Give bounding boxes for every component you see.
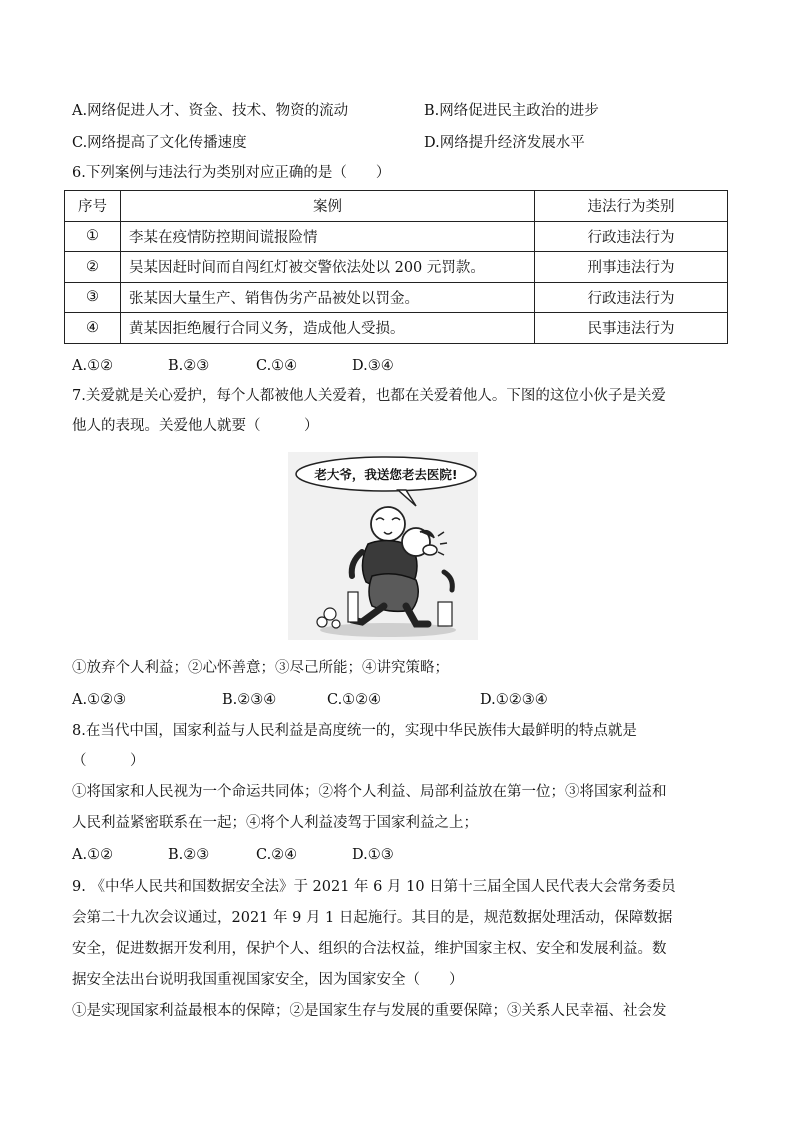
q9-line3: 安全，促进数据开发利用，保护个人、组织的合法权益，维护国家主权、安全和发展利益。数 (72, 941, 667, 957)
q5-option-b: B.网络促进民主政治的进步 (424, 103, 599, 119)
q9-line1: 9. 《中华人民共和国数据安全法》于 2021 年 6 月 10 日第十三届全国人民代表大会常务委员 (72, 879, 676, 895)
table-header-cell: 案例 (121, 191, 535, 222)
q6-stem: 6.下列案例与违法行为类别对应正确的是（ ） (72, 165, 391, 181)
cartoon-illustration (288, 452, 478, 640)
q9-line4: 据安全法出台说明我国重视国家安全，因为国家安全（ ） (72, 972, 464, 988)
table-row (65, 221, 728, 252)
table-header-cell: 违法行为类别 (535, 191, 728, 222)
row-number: ① (65, 221, 121, 252)
row-type: 民事违法行为 (535, 313, 728, 344)
row-type: 行政违法行为 (535, 221, 728, 252)
q9-line2: 会第二十九次会议通过，2021 年 9 月 1 日起施行。其目的是，规范数据处理活动，保障数据 (72, 910, 673, 926)
q7-stem-line1: 7.关爱就是关心爱护，每个人都被他人关爱着，也都在关爱着他人。下图的这位小伙子是关爱 (72, 388, 666, 404)
q8-choices-line2: 人民利益紧密联系在一起；④将个人利益凌驾于国家利益之上； (72, 815, 478, 831)
q8-option-a: A.①② (72, 847, 114, 863)
row-number: ③ (65, 282, 121, 313)
q9-line5: ①是实现国家利益最根本的保障；②是国家生存与发展的重要保障；③关系人民幸福、社会发 (72, 1003, 667, 1019)
row-case: 吴某因赶时间而自闯红灯被交警依法处以 200 元罚款。 (121, 252, 535, 283)
cartoon-svg (288, 452, 478, 640)
q5-option-c: C.网络提高了文化传播速度 (72, 135, 247, 151)
q7-option-b: B.②③④ (222, 692, 277, 708)
q8-option-d: D.①③ (352, 847, 394, 863)
q7-option-d: D.①②③④ (480, 692, 548, 708)
young-man-body (369, 574, 418, 612)
q6-option-b: B.②③ (168, 358, 210, 374)
row-type: 刑事违法行为 (535, 252, 728, 283)
q8-stem-line2: （ ） (72, 753, 145, 769)
row-case: 李某在疫情防控期间谎报险情 (121, 221, 535, 252)
q6-option-c: C.①④ (256, 358, 298, 374)
old-man-head (371, 507, 405, 541)
row-number: ④ (65, 313, 121, 344)
table-row (65, 252, 728, 283)
q6-option-a: A.①② (72, 358, 114, 374)
q7-option-a: A.①②③ (72, 692, 127, 708)
q8-stem-line1: 8.在当代中国，国家利益与人民利益是高度统一的，实现中华民族伟大最鲜明的特点就是 (72, 723, 637, 739)
row-number: ② (65, 252, 121, 283)
q6-option-d: D.③④ (352, 358, 394, 374)
row-case: 张某因大量生产、销售伪劣产品被处以罚金。 (121, 282, 535, 313)
speech-bubble-text: 老大爷，我送您老去医院! (314, 467, 458, 482)
q7-choices: ①放弃个人利益；②心怀善意；③尽己所能；④讲究策略； (72, 660, 449, 676)
q8-option-c: C.②④ (256, 847, 298, 863)
table-row (65, 313, 728, 344)
q5-option-a: A.网络促进人才、资金、技术、物资的流动 (72, 103, 349, 119)
q8-option-b: B.②③ (168, 847, 210, 863)
q7-option-c: C.①②④ (327, 692, 382, 708)
table-header-cell: 序号 (65, 191, 121, 222)
q5-option-d: D.网络提升经济发展水平 (424, 135, 585, 151)
row-case: 黄某因拒绝履行合同义务，造成他人受损。 (121, 313, 535, 344)
table-row (65, 282, 728, 313)
row-type: 行政违法行为 (535, 282, 728, 313)
table-header-row (65, 191, 728, 222)
q6-table (64, 190, 728, 344)
q8-choices-line1: ①将国家和人民视为一个命运共同体；②将个人利益、局部利益放在第一位；③将国家利益和 (72, 784, 667, 800)
q7-stem-line2: 他人的表现。关爱他人就要（ ） (72, 418, 319, 434)
